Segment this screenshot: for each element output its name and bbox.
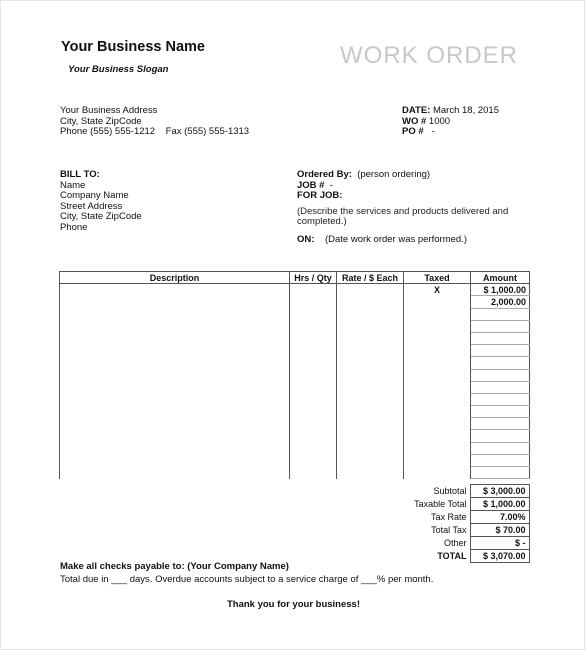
on-label: ON: [297, 233, 315, 245]
cell-description [60, 381, 290, 393]
cell-rate [337, 284, 404, 296]
job-label: JOB # [297, 179, 325, 191]
cell-rate [337, 308, 404, 320]
cell-taxed [404, 369, 471, 381]
job-description: (Describe the services and products delivered and completed.) [297, 205, 509, 228]
cell-rate [337, 467, 404, 479]
cell-rate [337, 442, 404, 454]
cell-taxed [404, 406, 471, 418]
cell-taxed [404, 430, 471, 442]
payment-terms: Total due in ___ days. Overdue accounts subject to a service charge of ___% per month. [60, 574, 434, 585]
table-row [60, 320, 530, 332]
cell-qty [290, 418, 337, 430]
cell-qty [290, 308, 337, 320]
table-row [60, 381, 530, 393]
table-row [60, 369, 530, 381]
subtotal-value: $ 3,000.00 [470, 485, 529, 498]
table-row [60, 467, 530, 479]
other-row [331, 537, 529, 550]
cell-qty [290, 296, 337, 308]
cell-rate [337, 406, 404, 418]
cell-taxed [404, 454, 471, 466]
cell-amount [471, 467, 530, 479]
bill-to-line: Company Name [60, 190, 129, 202]
cell-description [60, 454, 290, 466]
cell-amount [471, 369, 530, 381]
table-header-row [60, 272, 530, 284]
cell-description [60, 332, 290, 344]
cell-taxed [404, 467, 471, 479]
column-header-amount: Amount [471, 272, 530, 284]
ordered-by-label: Ordered By: [297, 169, 352, 180]
grand-total-row [331, 550, 529, 563]
cell-taxed [404, 357, 471, 369]
on-row [297, 235, 527, 246]
line-items-table [59, 271, 530, 479]
totals-table [331, 484, 530, 563]
cell-qty [290, 406, 337, 418]
cell-amount [471, 430, 530, 442]
date-value: March 18, 2015 [432, 105, 499, 116]
bill-to-heading: BILL TO: [60, 169, 100, 180]
business-address [60, 106, 249, 138]
other-value: $ - [470, 537, 529, 550]
total-tax-label: Total Tax [431, 525, 467, 535]
table-row [60, 393, 530, 405]
cell-amount [471, 345, 530, 357]
wo-value: 1000 [428, 115, 451, 127]
cell-amount [471, 442, 530, 454]
cell-taxed [404, 393, 471, 405]
cell-amount: 2,000.00 [471, 296, 530, 308]
cell-description [60, 442, 290, 454]
table-row [60, 296, 530, 308]
other-label: Other [443, 538, 467, 548]
cell-taxed [404, 296, 471, 308]
tax-rate-value: 7.00% [470, 511, 529, 524]
cell-rate [337, 381, 404, 393]
po-value: - [431, 126, 435, 138]
address-line-1: Your Business Address [60, 105, 158, 116]
cell-taxed [404, 381, 471, 393]
cell-description [60, 467, 290, 479]
cell-description [60, 430, 290, 442]
cell-rate [337, 393, 404, 405]
bill-to-line: Street Address [60, 200, 123, 212]
taxable-total-label: Taxable Total [414, 499, 467, 509]
bill-to-line: Name [60, 179, 86, 191]
cell-taxed [404, 418, 471, 430]
bill-to-block [60, 170, 142, 234]
cell-amount [471, 357, 530, 369]
cell-description [60, 393, 290, 405]
cell-taxed [404, 345, 471, 357]
cell-amount [471, 454, 530, 466]
cell-qty [290, 369, 337, 381]
job-value: - [329, 179, 333, 191]
cell-amount [471, 332, 530, 344]
cell-rate [337, 430, 404, 442]
subtotal-label: Subtotal [433, 486, 467, 496]
taxable-total-value: $ 1,000.00 [470, 498, 529, 511]
business-name: Your Business Name [61, 39, 205, 55]
cell-amount [471, 308, 530, 320]
cell-qty [290, 454, 337, 466]
table-row [60, 442, 530, 454]
cell-rate [337, 418, 404, 430]
thank-you-note: Thank you for your business! [226, 599, 361, 610]
cell-qty [290, 467, 337, 479]
cell-rate [337, 345, 404, 357]
cell-qty [290, 284, 337, 296]
cell-qty [290, 345, 337, 357]
business-slogan: Your Business Slogan [68, 64, 169, 75]
cell-qty [290, 430, 337, 442]
cell-description [60, 369, 290, 381]
grand-total-value: $ 3,070.00 [470, 550, 529, 563]
total-tax-value: $ 70.00 [470, 524, 529, 537]
column-header-description: Description [60, 272, 290, 284]
ordered-by-value: (person ordering) [357, 169, 431, 180]
cell-taxed [404, 308, 471, 320]
cell-amount [471, 381, 530, 393]
order-meta [402, 106, 499, 138]
table-row [60, 308, 530, 320]
cell-amount [471, 393, 530, 405]
cell-description [60, 308, 290, 320]
cell-amount: $ 1,000.00 [471, 284, 530, 296]
table-row [60, 406, 530, 418]
phone-number: Phone (555) 555-1212 [60, 126, 156, 138]
cell-taxed [404, 442, 471, 454]
cell-description [60, 345, 290, 357]
table-row [60, 332, 530, 344]
table-row [60, 284, 530, 296]
cell-description [60, 296, 290, 308]
subtotal-row [331, 485, 529, 498]
fax-number: Fax (555) 555-1313 [165, 126, 250, 138]
address-line-2: City, State ZipCode [60, 115, 142, 127]
cell-taxed [404, 320, 471, 332]
bill-to-line: Phone [60, 221, 88, 233]
tax-rate-label: Tax Rate [430, 512, 467, 522]
cell-amount [471, 418, 530, 430]
cell-amount [471, 320, 530, 332]
cell-description [60, 406, 290, 418]
cell-rate [337, 332, 404, 344]
cell-rate [337, 320, 404, 332]
cell-qty [290, 332, 337, 344]
cell-amount [471, 406, 530, 418]
grand-total-label: TOTAL [437, 551, 467, 561]
column-header-qty: Hrs / Qty [290, 272, 337, 284]
cell-description [60, 284, 290, 296]
cell-rate [337, 454, 404, 466]
for-job-label: FOR JOB: [297, 190, 343, 202]
wo-label: WO # [402, 115, 427, 127]
bill-to-line: City, State ZipCode [60, 211, 142, 223]
table-row [60, 430, 530, 442]
table-row [60, 345, 530, 357]
cell-description [60, 320, 290, 332]
cell-qty [290, 381, 337, 393]
cell-qty [290, 393, 337, 405]
payable-to-note: Make all checks payable to: (Your Company Name) [60, 561, 289, 572]
on-value: (Date work order was performed.) [324, 233, 468, 245]
po-label: PO # [402, 126, 424, 138]
taxable-total-row [331, 498, 529, 511]
tax-rate-row [331, 511, 529, 524]
contact-line [60, 127, 249, 138]
order-details [297, 170, 527, 246]
date-label: DATE: [402, 105, 431, 116]
total-tax-row [331, 524, 529, 537]
table-row [60, 357, 530, 369]
cell-taxed: X [404, 284, 471, 296]
cell-rate [337, 296, 404, 308]
cell-rate [337, 369, 404, 381]
cell-taxed [404, 332, 471, 344]
cell-qty [290, 320, 337, 332]
cell-description [60, 357, 290, 369]
document-title: WORK ORDER [340, 42, 518, 69]
cell-qty [290, 442, 337, 454]
table-row [60, 418, 530, 430]
po-row [402, 127, 499, 138]
column-header-rate: Rate / $ Each [337, 272, 404, 284]
table-row [60, 454, 530, 466]
cell-rate [337, 357, 404, 369]
cell-description [60, 418, 290, 430]
cell-qty [290, 357, 337, 369]
column-header-taxed: Taxed [404, 272, 471, 284]
